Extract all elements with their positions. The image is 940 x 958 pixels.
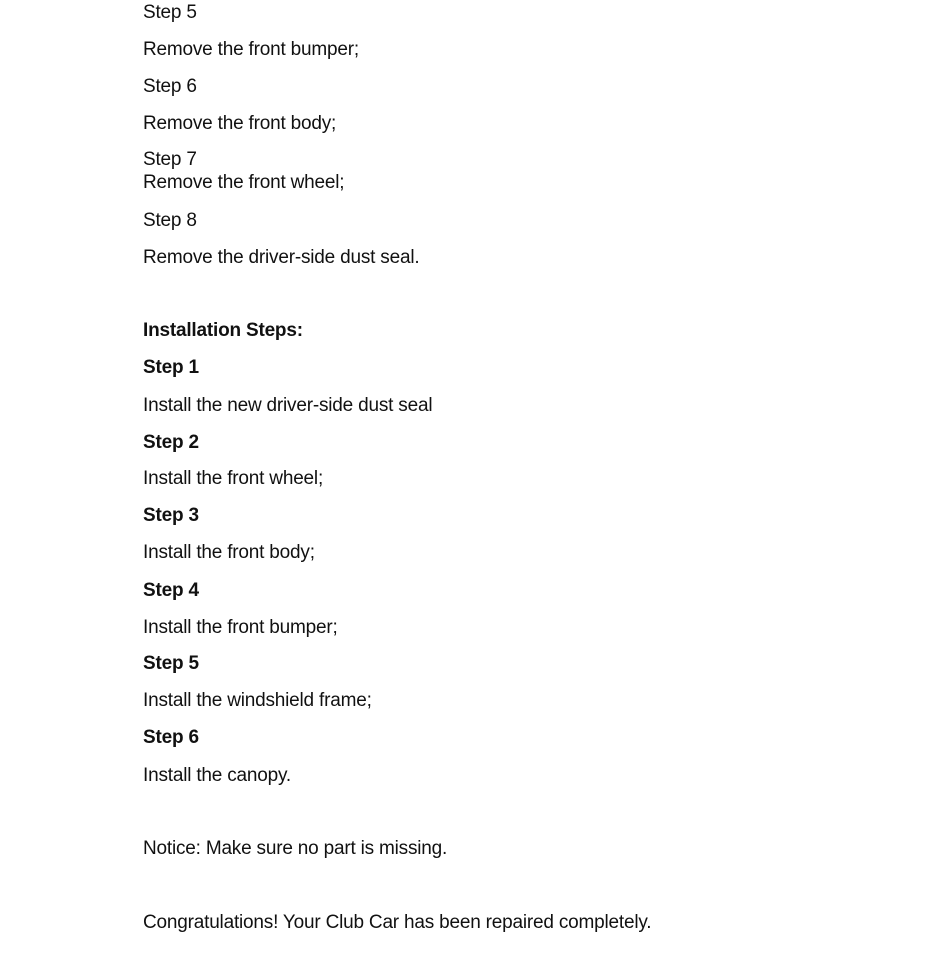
removal-step-5-label: Step 5 (143, 2, 197, 23)
removal-step-8-text: Remove the driver-side dust seal. (143, 247, 420, 268)
install-step-1-text: Install the new driver-side dust seal (143, 395, 433, 416)
removal-step-8-label: Step 8 (143, 210, 197, 231)
removal-step-6-label: Step 6 (143, 76, 197, 97)
install-step-1-label: Step 1 (143, 357, 199, 378)
installation-heading: Installation Steps: (143, 320, 303, 341)
install-step-4-text: Install the front bumper; (143, 617, 338, 638)
install-step-6-text: Install the canopy. (143, 765, 291, 786)
removal-step-7-label: Step 7 (143, 149, 197, 170)
notice-text: Notice: Make sure no part is missing. (143, 838, 448, 859)
removal-step-5-text: Remove the front bumper; (143, 39, 359, 60)
install-step-3-label: Step 3 (143, 505, 199, 526)
install-step-2-text: Install the front wheel; (143, 468, 324, 489)
install-step-2-label: Step 2 (143, 432, 199, 453)
install-step-5-text: Install the windshield frame; (143, 690, 372, 711)
removal-step-6-text: Remove the front body; (143, 113, 337, 134)
install-step-6-label: Step 6 (143, 727, 199, 748)
removal-step-7-text: Remove the front wheel; (143, 172, 345, 193)
install-step-3-text: Install the front body; (143, 542, 315, 563)
congratulations-text: Congratulations! Your Club Car has been repaired completely. (143, 912, 652, 933)
install-step-5-label: Step 5 (143, 653, 199, 674)
install-step-4-label: Step 4 (143, 580, 199, 601)
